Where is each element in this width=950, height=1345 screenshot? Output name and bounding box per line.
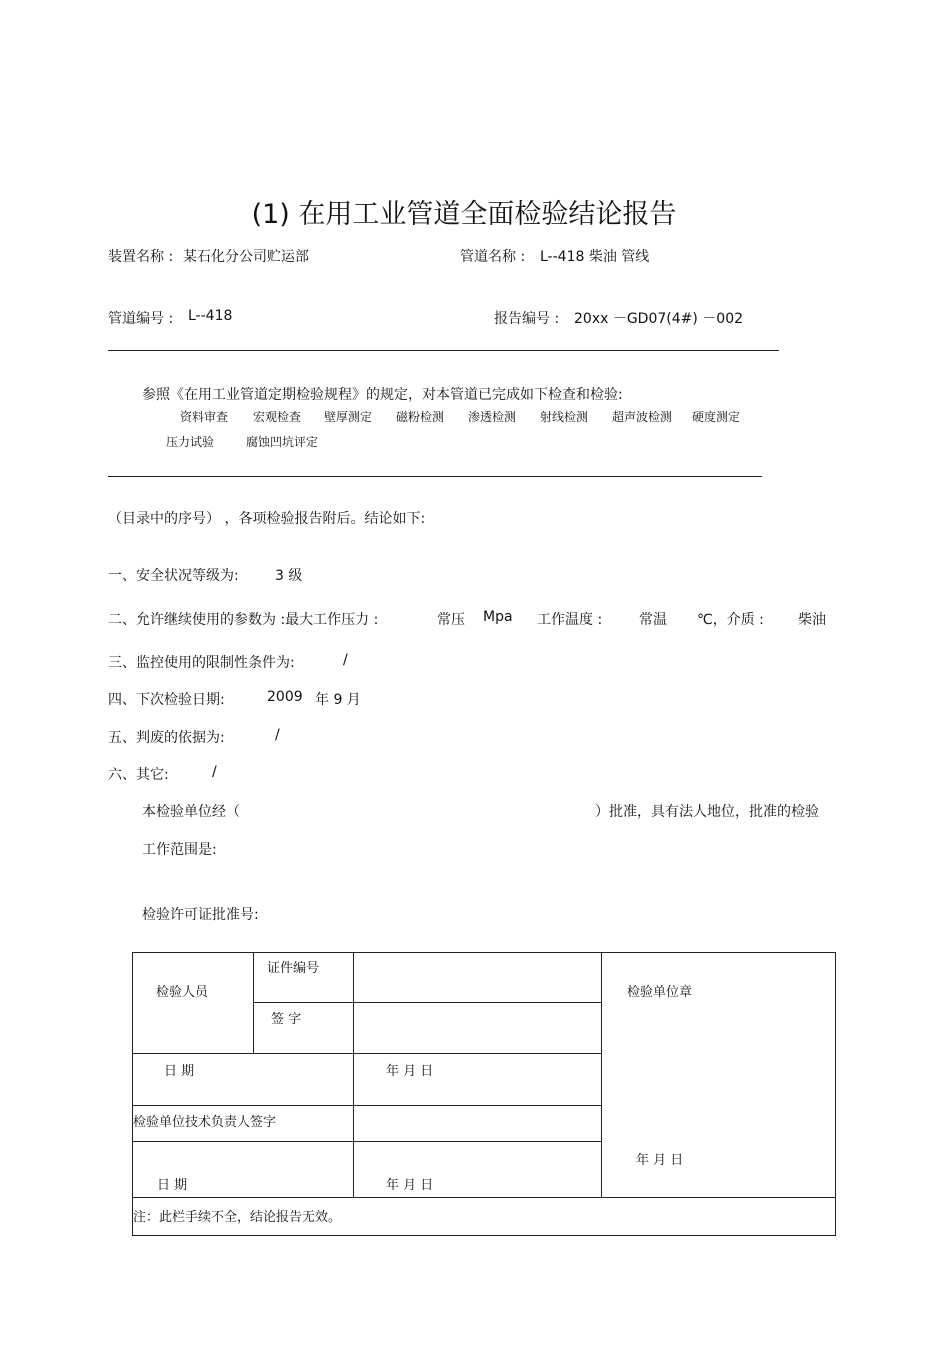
pipe-name-label: 管道名称 : [460, 249, 526, 265]
page-title: (1) 在用工业管道全面检验结论报告 [251, 199, 677, 230]
pipe-no-value: L--418 [188, 308, 233, 324]
pipe-name-value: L--418 柴油 管线 [540, 249, 650, 265]
c1-label: 一、安全状况等级为: [108, 568, 239, 584]
sign-label: 签 字 [271, 1012, 302, 1027]
date-label-1: 日 期 [164, 1064, 195, 1079]
c4-label: 四、下次检验日期: [108, 692, 225, 708]
table-note: 注：此栏手续不全，结论报告无效。 [133, 1210, 342, 1225]
report-no-label: 报告编号 : [494, 311, 560, 327]
item-1: 资料审查 [180, 410, 229, 424]
c5-value: / [275, 727, 280, 743]
seal-ymd: 年 月 日 [636, 1153, 684, 1168]
ymd-2: 年 月 日 [386, 1178, 434, 1193]
unit-line-start: 本检验单位经（ [142, 804, 240, 820]
tech-sign-label: 检验单位技术负责人签字 [133, 1115, 277, 1130]
c2-temp-label: 工作温度 : [537, 612, 603, 628]
c6-label: 六、其它: [108, 767, 169, 783]
item-5: 渗透检测 [468, 410, 517, 424]
cert-no-label: 证件编号 [267, 961, 320, 976]
c5-label: 五、判废的依据为: [108, 730, 225, 746]
seal-label: 检验单位章 [627, 985, 693, 1000]
item-2: 宏观检查 [253, 410, 302, 424]
item-7: 超声波检测 [612, 410, 673, 424]
inspector-label: 检验人员 [156, 985, 209, 1000]
unit-line-end: ）批准，具有法人地位，批准的检验 [595, 804, 819, 820]
item-3: 壁厚测定 [324, 410, 373, 424]
c3-label: 三、监控使用的限制性条件为: [108, 655, 295, 671]
ymd-1: 年 月 日 [386, 1064, 434, 1079]
item-10: 腐蚀凹坑评定 [246, 435, 319, 449]
pipe-no-label: 管道编号 : [108, 311, 174, 327]
item-9: 压力试验 [166, 435, 215, 449]
c1-value: 3 级 [275, 568, 303, 584]
c4-rest: 年 9 月 [315, 692, 361, 708]
c2-medium: 柴油 [798, 612, 826, 628]
divider-mid [108, 476, 762, 477]
date-label-2: 日 期 [157, 1178, 188, 1193]
license-label: 检验许可证批准号: [142, 907, 259, 923]
c2-unit: Mpa [483, 609, 513, 625]
item-4: 磁粉检测 [396, 410, 445, 424]
intro-text: 参照《在用工业管道定期检验规程》的规定，对本管道已完成如下检查和检验: [142, 387, 623, 403]
c2-label: 二、允许继续使用的参数为 :最大工作压力 : [108, 612, 379, 628]
report-no-value: 20xx －GD07(4#) －002 [574, 311, 744, 327]
divider-top [108, 350, 779, 351]
c2-temp: 常温 [639, 612, 667, 628]
device-label: 装置名称 : [108, 249, 174, 265]
c3-value: / [343, 652, 348, 668]
c2-medium-label: ℃，介质 : [697, 612, 764, 628]
c2-pressure: 常压 [437, 612, 465, 628]
scope-label: 工作范围是: [142, 842, 217, 858]
c4-year: 2009 [267, 689, 303, 705]
ref-line: （目录中的序号） ，各项检验报告附后。结论如下: [108, 511, 426, 527]
device-value: 某石化分公司贮运部 [183, 249, 309, 265]
c6-value: / [212, 764, 217, 780]
item-8: 硬度测定 [692, 410, 741, 424]
item-6: 射线检测 [540, 410, 589, 424]
